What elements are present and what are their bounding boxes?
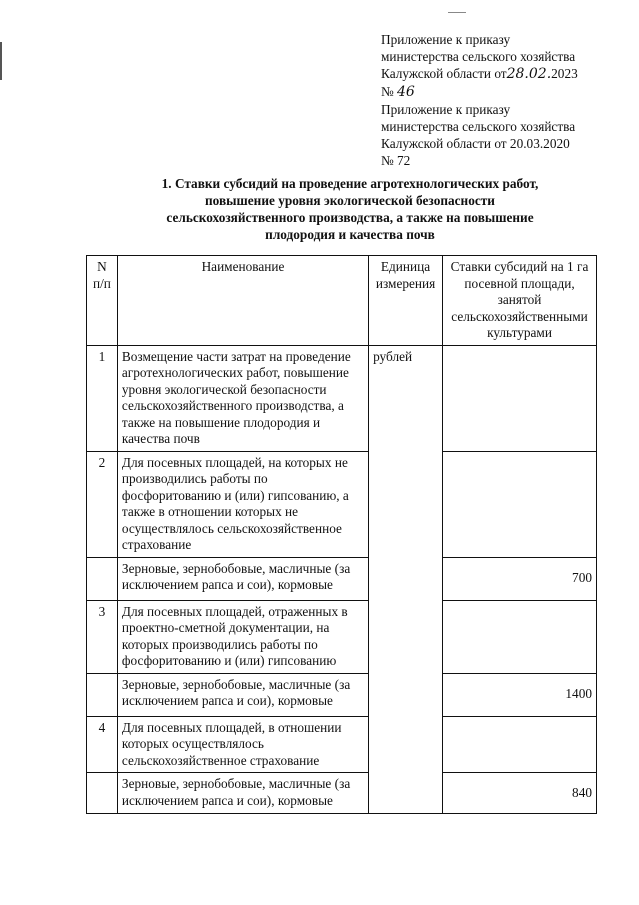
header-num: N п/п	[87, 256, 118, 346]
header-line-7: Калужской области от 20.03.2020	[381, 136, 570, 151]
title-line-2: повышение уровня экологической безопасности	[205, 193, 495, 208]
row-num: 2	[87, 451, 118, 557]
row-num	[87, 673, 118, 716]
table-row	[87, 716, 597, 773]
header-rate: Ставки субсидий на 1 га посевной площади, занятой сельскохозяйственными культурами	[443, 256, 597, 346]
header-unit: Единица измерения	[369, 256, 443, 346]
header-line-4	[381, 83, 621, 101]
table-row	[87, 451, 597, 557]
header-line-6: министерства сельского хозяйства	[381, 119, 576, 134]
row-rate: 840	[443, 773, 597, 814]
table-row	[87, 673, 597, 716]
handwritten-number: 46	[397, 84, 415, 100]
scan-edge-mark	[0, 42, 2, 80]
row-num: 4	[87, 716, 118, 773]
title-line-4: плодородия и качества почв	[265, 227, 435, 242]
row-name: Зерновые, зернобобовые, масличные (за исключением рапса и сои), кормовые	[117, 773, 368, 814]
row-rate: 700	[443, 557, 597, 600]
table-row	[87, 600, 597, 673]
row-name: Зерновые, зернобобовые, масличные (за исключением рапса и сои), кормовые	[117, 557, 368, 600]
row-name: Для посевных площадей, отраженных в проектно-сметной документации, на которых производились работы по фосфоритованию и (или) гипсованию	[117, 600, 368, 673]
unit-cell: рублей	[369, 345, 443, 814]
page-title	[100, 175, 600, 243]
row-rate	[443, 600, 597, 673]
table-row	[87, 557, 597, 600]
header-date-prefix: Калужской области от	[381, 66, 507, 81]
header-line-3	[381, 65, 621, 83]
header-line-1: Приложение к приказу	[381, 32, 511, 47]
appendix-header	[381, 31, 621, 169]
handwritten-date: 28.02.	[506, 66, 552, 82]
table-row	[87, 773, 597, 814]
scan-top-mark	[448, 12, 466, 13]
header-line-5: Приложение к приказу	[381, 102, 511, 117]
row-name: Возмещение части затрат на проведение агротехнологических работ, повышение уровня экологической безопасности сельскохозяйственного производства, а также на повышение плодородия и качества почв	[117, 345, 368, 451]
row-num	[87, 773, 118, 814]
row-name: Для посевных площадей, в отношении которых осуществлялось сельскохозяйственное страхование	[117, 716, 368, 773]
row-num: 1	[87, 345, 118, 451]
row-rate: 1400	[443, 673, 597, 716]
row-rate	[443, 716, 597, 773]
row-rate	[443, 451, 597, 557]
subsidy-rates-table	[86, 255, 597, 814]
row-name: Зерновые, зернобобовые, масличные (за исключением рапса и сои), кормовые	[117, 673, 368, 716]
header-name: Наименование	[117, 256, 368, 346]
title-line-3: сельскохозяйственного производства, а также на повышение	[166, 210, 534, 225]
header-line-2: министерства сельского хозяйства	[381, 49, 576, 64]
table-header-row	[87, 256, 597, 346]
row-num	[87, 557, 118, 600]
title-line-1: 1. Ставки субсидий на проведение агротехнологических работ,	[161, 176, 539, 191]
row-num: 3	[87, 600, 118, 673]
header-line-8: № 72	[381, 153, 411, 168]
row-name: Для посевных площадей, на которых не производились работы по фосфоритованию и (или) гипсованию, а также в отношении которых не осуществлялось сельскохозяйственное страхование	[117, 451, 368, 557]
table-row	[87, 345, 597, 451]
header-date-year: 2023	[551, 66, 578, 81]
row-rate	[443, 345, 597, 451]
header-number-prefix: №	[381, 84, 394, 99]
